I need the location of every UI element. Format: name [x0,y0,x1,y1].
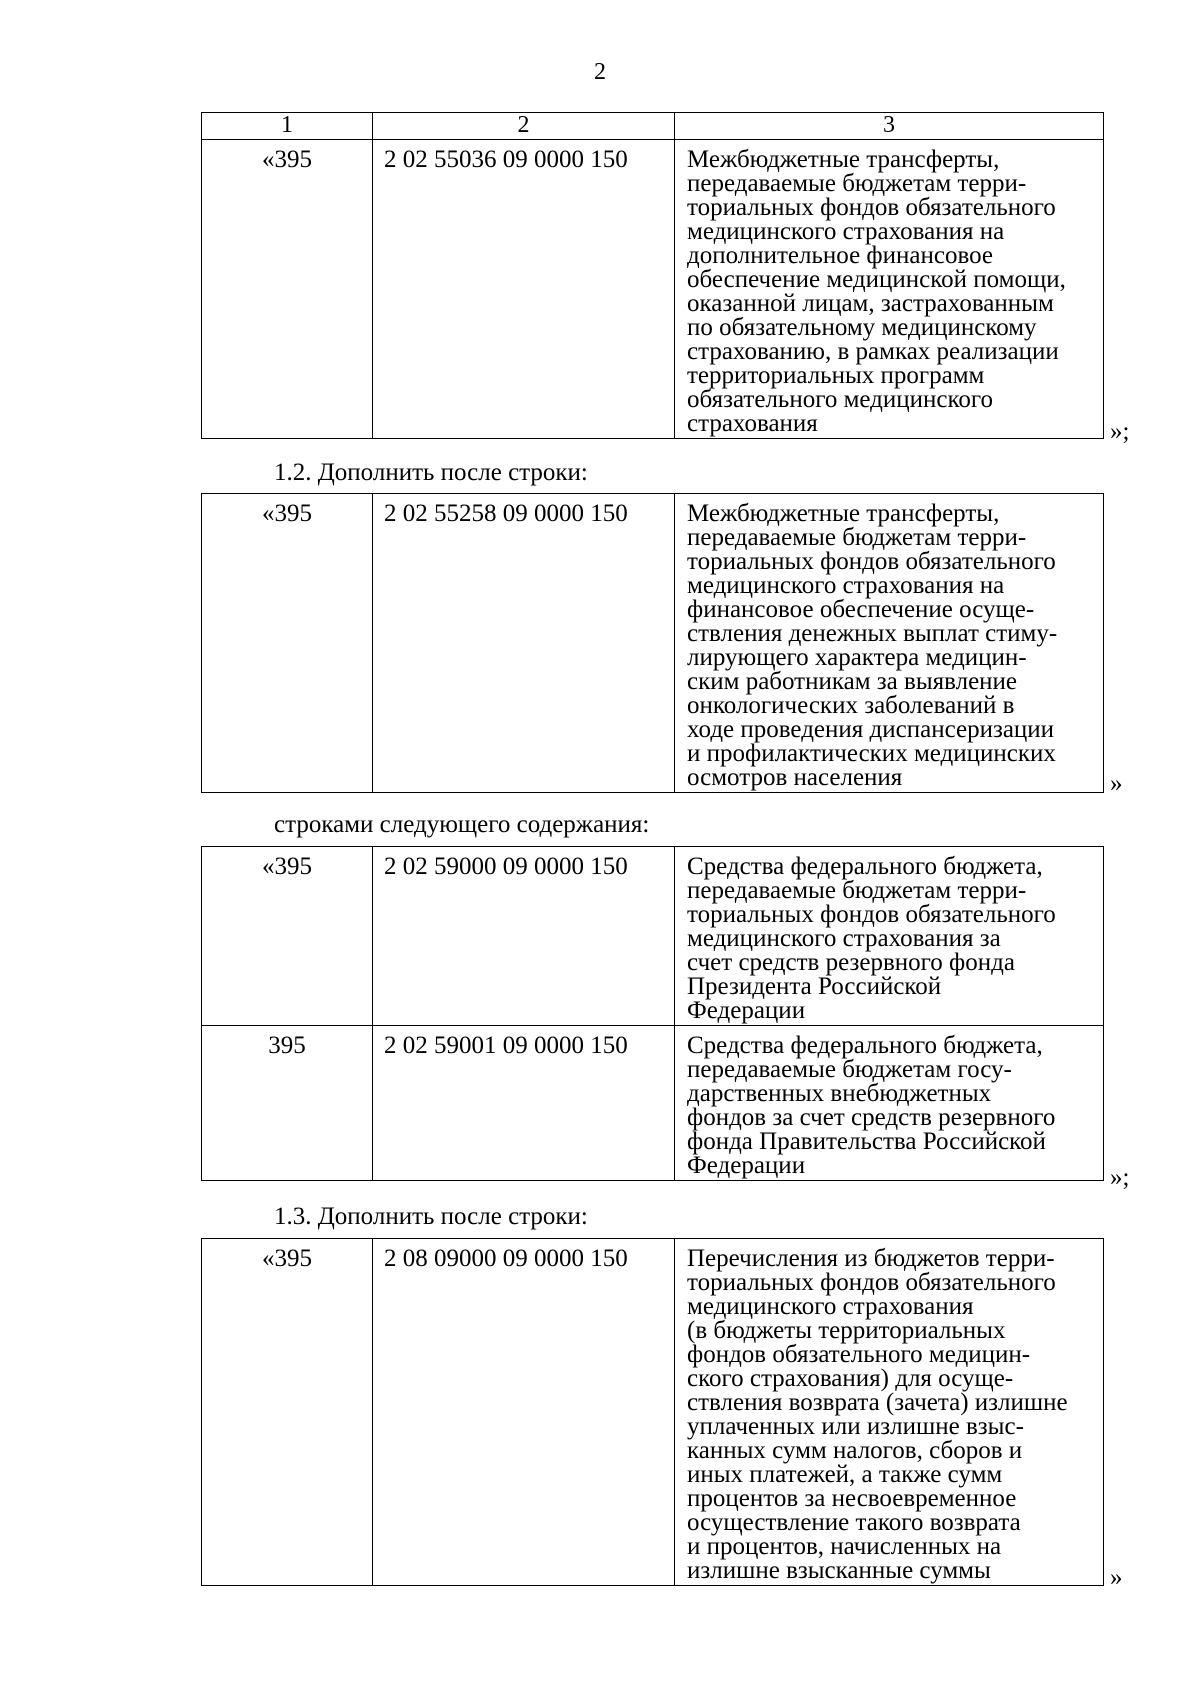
table-row [202,494,1104,793]
description-line: (в бюджеты территориальных [687,1317,1006,1344]
description-cell [675,1026,1104,1181]
budget-code-cell: 2 02 55258 09 0000 150 [373,494,675,793]
closing-quote: »; [1110,1164,1130,1191]
description-line: фонда Правительства Российской [687,1128,1046,1155]
page-number: 2 [594,59,606,85]
description-line: обязательного медицинского [687,386,994,413]
description-line: ториальных фондов обязательного [687,548,1056,575]
description-line: по обязательному медицинскому [687,314,1037,341]
description-line: и процентов, начисленных на [687,1533,1002,1560]
header-cell-2: 2 [373,113,675,140]
description-line: канных сумм налогов, сборов и [687,1437,1023,1464]
description-line: дарственных внебюджетных [687,1080,992,1107]
description-line: страхования [687,410,818,437]
budget-code-cell: 2 02 55036 09 0000 150 [373,140,675,439]
description-line: территориальных программ [687,362,985,389]
description-line: Средства федерального бюджета, [687,853,1043,880]
description-line: Президента Российской [687,973,942,1000]
table-row [202,1239,1104,1586]
closing-quote: »; [1110,418,1130,445]
description-line: передаваемые бюджетам терри- [687,524,1027,551]
description-line: передаваемые бюджетам терри- [687,170,1027,197]
description-line: ториальных фондов обязательного [687,901,1056,928]
description-cell [675,1239,1104,1586]
description-line: фондов обязательного медицин- [687,1341,1031,1368]
description-line: дополнительное финансовое [687,242,993,269]
description-line: Межбюджетные трансферты, [687,500,1000,527]
budget-code-cell: 2 02 59000 09 0000 150 [373,847,675,1026]
paragraph-lines-content: строками следующего содержания: [274,811,650,838]
admin-code-cell: «395 [202,140,373,439]
table-row [202,140,1104,439]
description-line: фондов за счет средств резервного [687,1104,1056,1131]
description-line: онкологических заболеваний в [687,692,1015,719]
table-4 [201,1238,1104,1586]
description-cell [675,140,1104,439]
budget-code-cell: 2 08 09000 09 0000 150 [373,1239,675,1586]
description-line: медицинского страхования [687,1293,974,1320]
admin-code-cell: «395 [202,1239,373,1586]
table-3 [201,846,1104,1181]
description-line: ходе проведения диспансеризации [687,716,1055,743]
description-line: счет средств резервного фонда [687,949,1015,976]
paragraph-1-3: 1.3. Дополнить после строки: [274,1203,588,1230]
table-row [202,847,1104,1026]
description-line: медицинского страхования за [687,925,1001,952]
description-line: обеспечение медицинской помощи, [687,266,1066,293]
description-line: уплаченных или излишне взыс- [687,1413,1024,1440]
description-line: Перечисления из бюджетов терри- [687,1245,1055,1272]
description-line: страхованию, в рамках реализации [687,338,1059,365]
admin-code-cell: «395 [202,847,373,1026]
description-line: медицинского страхования на [687,572,1005,599]
description-line: ствления возврата (зачета) излишне [687,1389,1068,1416]
description-line: и профилактических медицинских [687,740,1056,767]
description-line: передаваемые бюджетам госу- [687,1056,1012,1083]
description-line: финансовое обеспечение осуще- [687,596,1035,623]
description-line: ским работникам за выявление [687,668,1018,695]
description-cell [675,847,1104,1026]
header-cell-3: 3 [675,113,1104,140]
table-row [202,1026,1104,1181]
admin-code-cell: 395 [202,1026,373,1181]
description-line: Федерации [687,1152,806,1179]
description-line: ствления денежных выплат стиму- [687,620,1058,647]
description-line: Федерации [687,997,806,1024]
closing-quote: » [1110,770,1123,797]
description-cell [675,494,1104,793]
closing-quote: » [1110,1564,1123,1591]
table-2 [201,493,1104,793]
table-1 [201,112,1104,439]
description-line: ториальных фондов обязательного [687,1269,1056,1296]
description-line: оказанной лицам, застрахованным [687,290,1054,317]
paragraph-1-2: 1.2. Дополнить после строки: [274,459,588,486]
admin-code-cell: «395 [202,494,373,793]
description-line: передаваемые бюджетам терри- [687,877,1027,904]
description-line: ского страхования) для осуще- [687,1365,1014,1392]
description-line: Межбюджетные трансферты, [687,146,1000,173]
description-line: медицинского страхования на [687,218,1005,245]
description-line: иных платежей, а также сумм [687,1461,1003,1488]
table-header-row [202,113,1104,140]
description-line: осуществление такого возврата [687,1509,1021,1536]
description-line: ториальных фондов обязательного [687,194,1056,221]
header-cell-1: 1 [202,113,373,140]
description-line: осмотров населения [687,764,903,791]
description-line: излишне взысканные суммы [687,1557,991,1584]
budget-code-cell: 2 02 59001 09 0000 150 [373,1026,675,1181]
description-line: Средства федерального бюджета, [687,1032,1043,1059]
description-line: процентов за несвоевременное [687,1485,1017,1512]
description-line: лирующего характера медицин- [687,644,1027,671]
